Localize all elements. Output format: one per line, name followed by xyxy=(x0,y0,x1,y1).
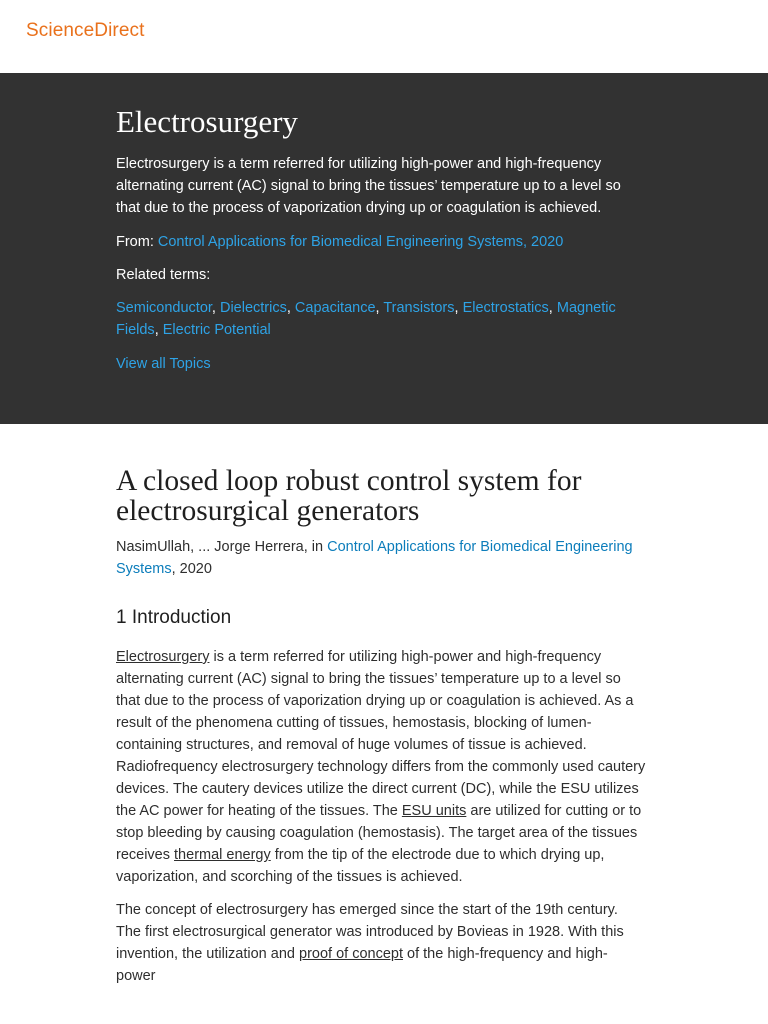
paragraph-text: from the tip of the electrode due to which drying up, vaporization, and scorching of the tissues is achieved. xyxy=(116,847,605,885)
topic-summary xyxy=(0,73,768,424)
topic-source xyxy=(116,231,646,253)
related-term-link[interactable]: Electrostatics xyxy=(462,300,549,316)
related-terms-label: Related terms: xyxy=(116,267,211,283)
publication-year: , 2020 xyxy=(171,561,212,577)
paragraph xyxy=(116,899,646,987)
from-label: From: xyxy=(116,234,154,250)
related-term-link[interactable]: Electric Potential xyxy=(162,322,271,338)
topic-summary-content xyxy=(116,101,646,375)
article-byline xyxy=(116,536,646,580)
topic-title: Electrosurgery xyxy=(116,104,298,139)
term-link-thermal-energy[interactable]: thermal energy xyxy=(174,847,271,863)
paragraph-text: are utilized for cutting or to stop bleeding by causing coagulation (hemostasis). The target area of the tissues receives xyxy=(116,803,642,863)
related-term-link[interactable]: Transistors xyxy=(383,300,455,316)
term-link-esu-units[interactable]: ESU units xyxy=(401,803,467,819)
related-term-link[interactable]: Magnetic Fields xyxy=(116,300,616,338)
topic-definition: Electrosurgery is a term referred for utilizing high-power and high-frequency alternating current (AC) signal to bring the tissues’ temperature up to a level so that due to the process of vaporization drying up or coagulation is achieved. xyxy=(116,156,621,216)
view-all-topics-link[interactable]: View all Topics xyxy=(116,356,211,372)
book-link[interactable]: Control Applications for Biomedical Engineering Systems xyxy=(116,539,633,577)
related-term-link[interactable]: Dielectrics xyxy=(219,300,287,316)
paragraph-text: of the high-frequency and high-power xyxy=(116,946,608,984)
related-term-link[interactable]: Capacitance xyxy=(294,300,376,316)
section-heading: 1 Introduction xyxy=(116,607,232,628)
sciencedirect-logo[interactable]: ScienceDirect xyxy=(26,20,145,41)
related-term-link[interactable]: Semiconductor xyxy=(116,300,212,316)
paragraph-text: is a term referred for utilizing high-power and high-frequency alternating current (AC) signal to bring the tissues’ temperature up to a level so that due to the process of vaporization drying up or coagulation is achieved. As a result of the phenomena cutting of tissues, hemostasis, blocking of lumen-containing structures, and removal of huge volumes of tissue is achieved. Radiofrequency electrosurgery technology differs from the commonly used cautery devices. The cautery devices utilize the direct current (DC), while the ESU utilizes the AC power for heating of the tissues. The xyxy=(116,649,646,819)
article-excerpt xyxy=(116,466,646,987)
chapter-title[interactable]: A closed loop robust control system for electrosurgical generators xyxy=(116,465,582,527)
term-link-electrosurgery[interactable]: Electrosurgery xyxy=(116,649,210,665)
paragraph xyxy=(116,646,646,888)
authors: NasimUllah, ... Jorge Herrera, in xyxy=(116,539,324,555)
related-terms-list: Semiconductor, Dielectrics, Capacitance, Transistors, Electrostatics, Magnetic Fields, Electric Potential xyxy=(116,300,616,338)
term-link-proof-of-concept[interactable]: proof of concept xyxy=(299,946,403,962)
site-header xyxy=(0,0,768,73)
source-book-link[interactable]: Control Applications for Biomedical Engineering Systems, 2020 xyxy=(157,234,564,250)
paragraph-text: The concept of electrosurgery has emerged since the start of the 19th century. The first electrosurgical generator was introduced by Bovieas in 1928. With this invention, the utilization and xyxy=(116,902,624,962)
